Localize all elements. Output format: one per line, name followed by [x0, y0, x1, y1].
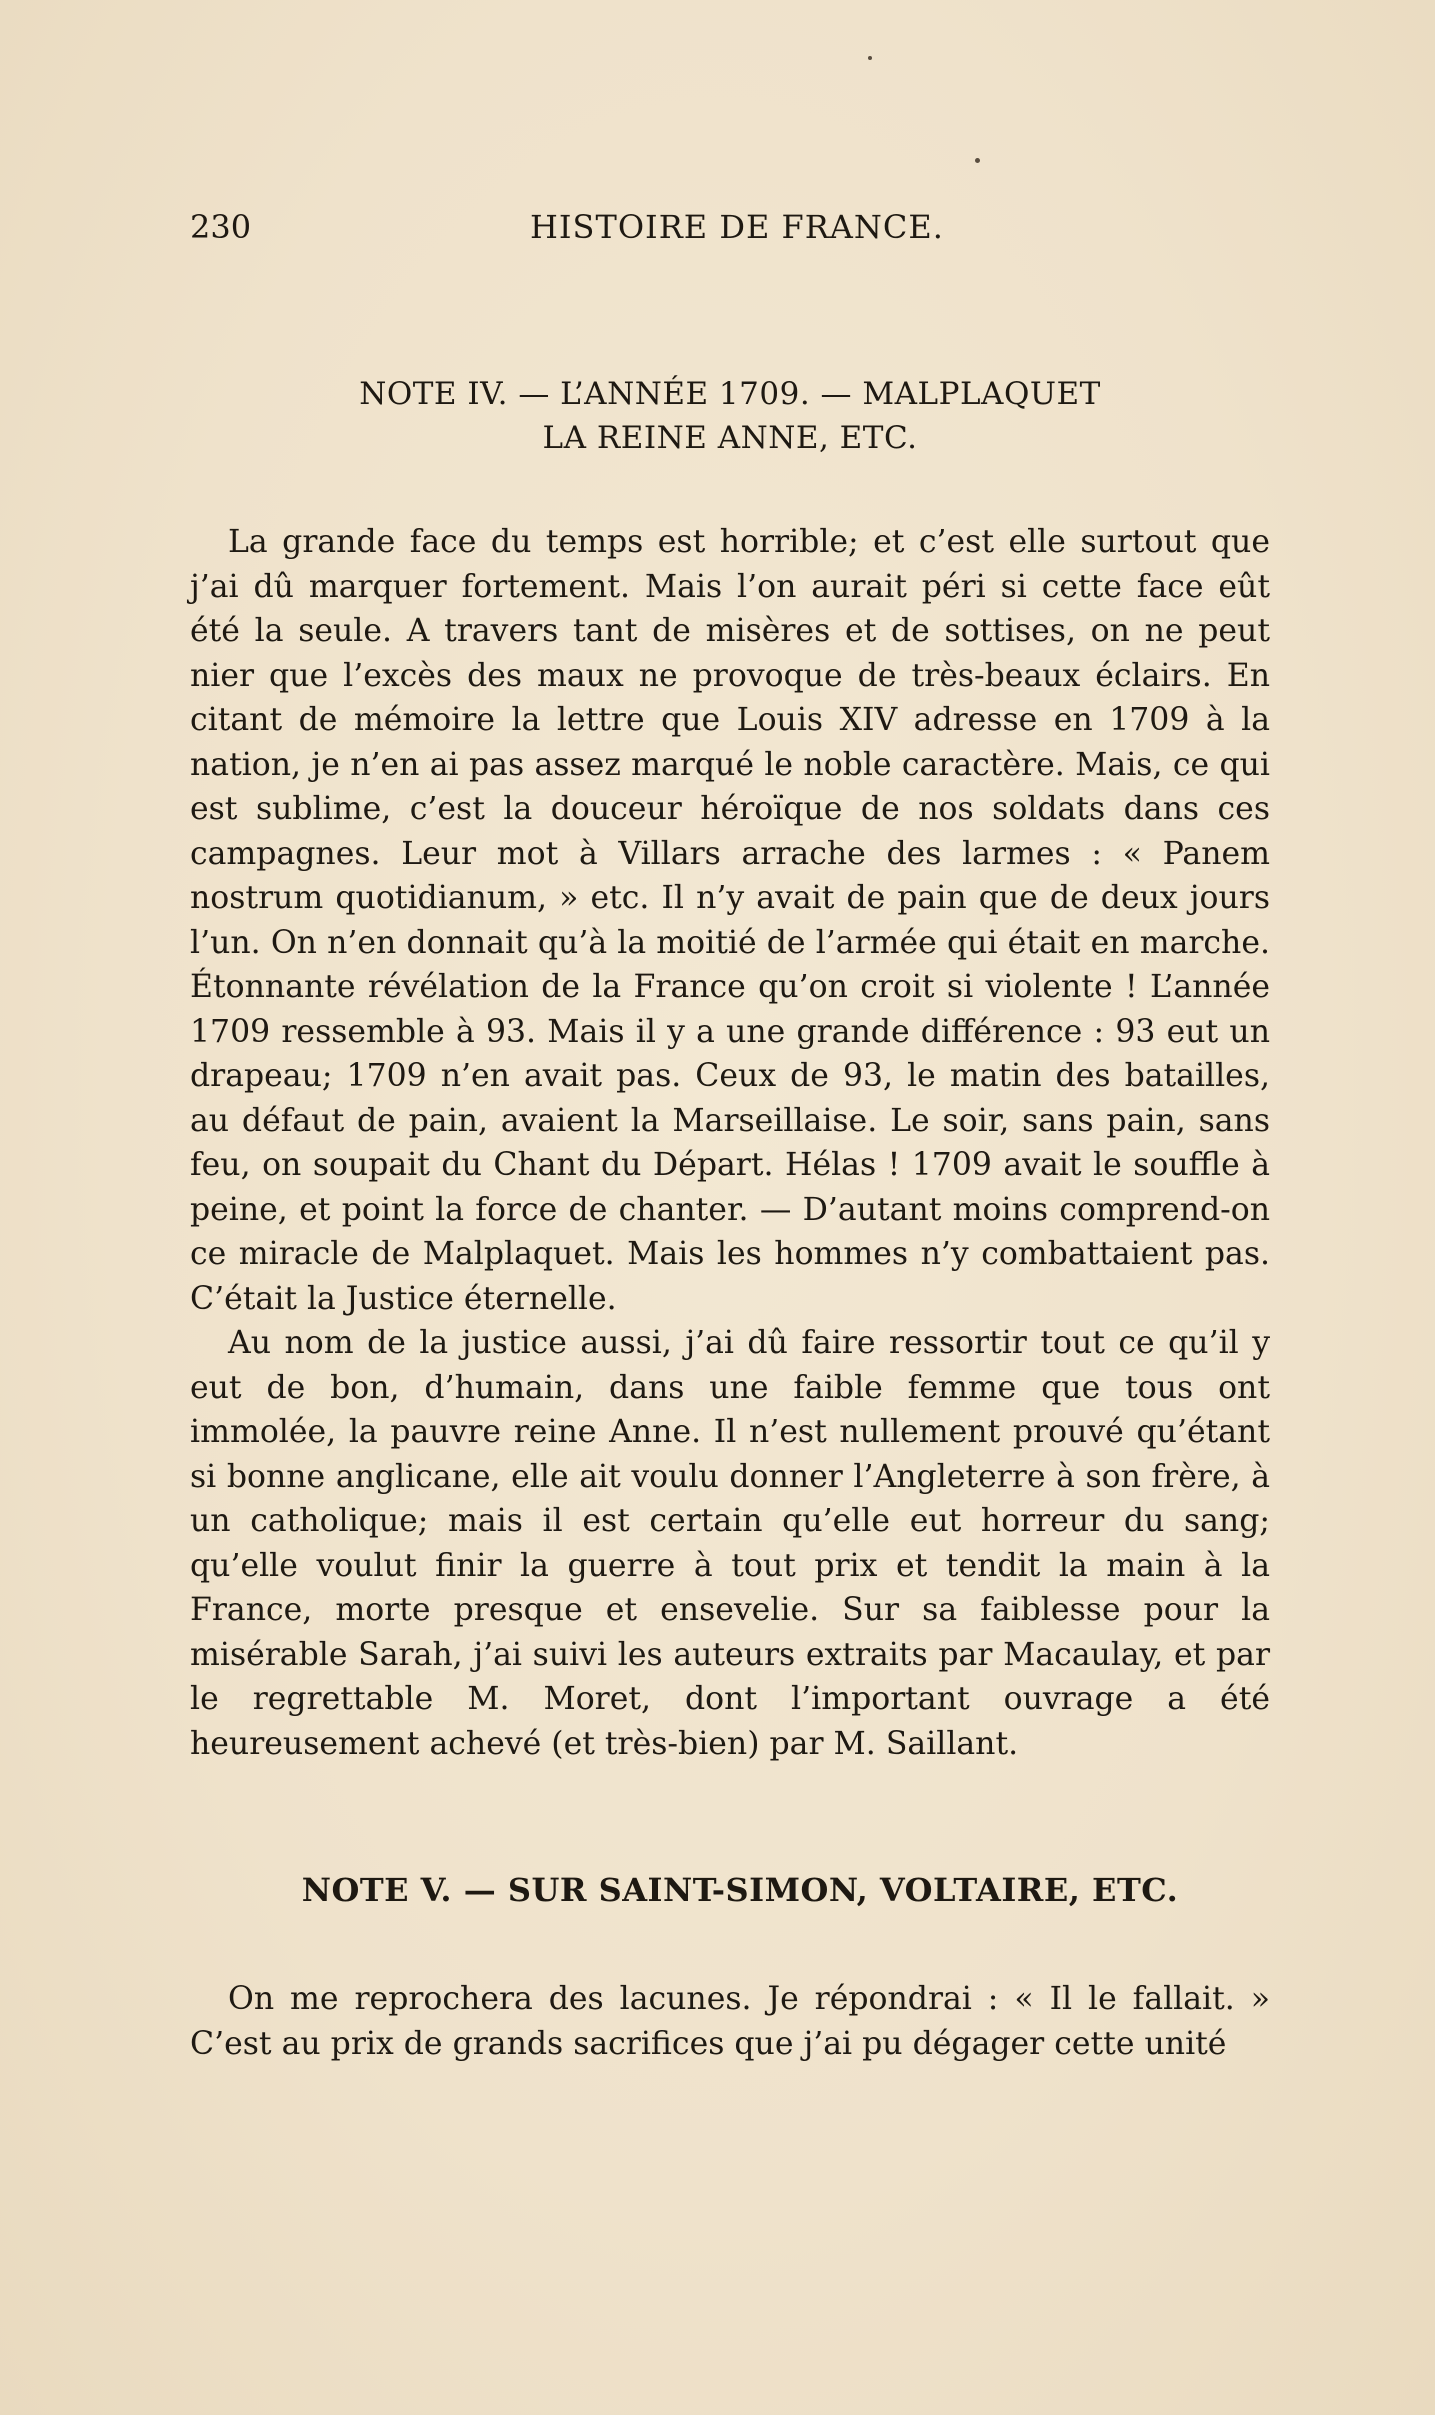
note-iv-body: [190, 520, 1270, 1766]
note-iv-title-line1: NOTE IV. — L’ANNÉE 1709. — MALPLAQUET: [359, 376, 1101, 412]
page-number: 230: [190, 208, 252, 246]
note-iv-title-line2: LA REINE ANNE, ETC.: [542, 420, 918, 456]
running-header: [190, 208, 1270, 258]
note-iv-heading: [190, 372, 1270, 460]
note-iv-paragraph-1: La grande face du temps est horrible; et c’est elle surtout que j’ai dû marquer fortement. Mais l’on aurait péri si cette face eût été la seule. A travers tant de misères et de sottises, on ne peut nier que l’excès des maux ne provoque de très-beaux éclairs. En citant de mémoire la lettre que Louis XIV adresse en 1709 à la nation, je n’en ai pas assez marqué le noble caractère. Mais, ce qui est sublime, c’est la douceur héroïque de nos soldats dans ces campagnes. Leur mot à Villars arrache des larmes : « Panem nostrum quotidianum, » etc. Il n’y avait de pain que de deux jours l’un. On n’en donnait qu’à la moitié de l’armée qui était en marche. Étonnante révélation de la France qu’on croit si violente ! L’année 1709 ressemble à 93. Mais il y a une grande différence : 93 eut un drapeau; 1709 n’en avait pas. Ceux de 93, le matin des batailles, au défaut de pain, avaient la Marseillaise. Le soir, sans pain, sans feu, on soupait du Chant du Départ. Hélas ! 1709 avait le souffle à peine, et point la force de chanter. — D’autant moins comprend-on ce miracle de Malplaquet. Mais les hommes n’y combattaient pas. C’était la Justice éternelle.: [190, 524, 1270, 1317]
note-iv-paragraph-2: Au nom de la justice aussi, j’ai dû faire ressortir tout ce qu’il y eut de bon, d’humain, dans une faible femme que tous ont immolée, la pauvre reine Anne. Il n’est nullement prouvé qu’étant si bonne anglicane, elle ait voulu donner l’Angleterre à son frère, à un catholique; mais il est certain qu’elle eut horreur du sang; qu’elle voulut finir la guerre à tout prix et tendit la main à la France, morte presque et ensevelie. Sur sa faiblesse pour la misérable Sarah, j’ai suivi les auteurs extraits par Macaulay, et par le regrettable M. Moret, dont l’important ouvrage a été heureusement achevé (et très-bien) par M. Saillant.: [190, 1325, 1270, 1762]
note-v-body: [190, 1977, 1270, 2066]
ink-speck: [868, 56, 872, 60]
note-v-heading: NOTE V. — SUR SAINT-SIMON, VOLTAIRE, ETC.: [301, 1871, 1179, 1909]
ink-speck: [975, 158, 980, 163]
note-v-paragraph-1: On me reprochera des lacunes. Je répondrai : « Il le fallait. » C’est au prix de grands sacrifices que j’ai pu dégager cette unité: [190, 1981, 1270, 2062]
running-title: HISTOIRE DE FRANCE.: [530, 208, 944, 246]
